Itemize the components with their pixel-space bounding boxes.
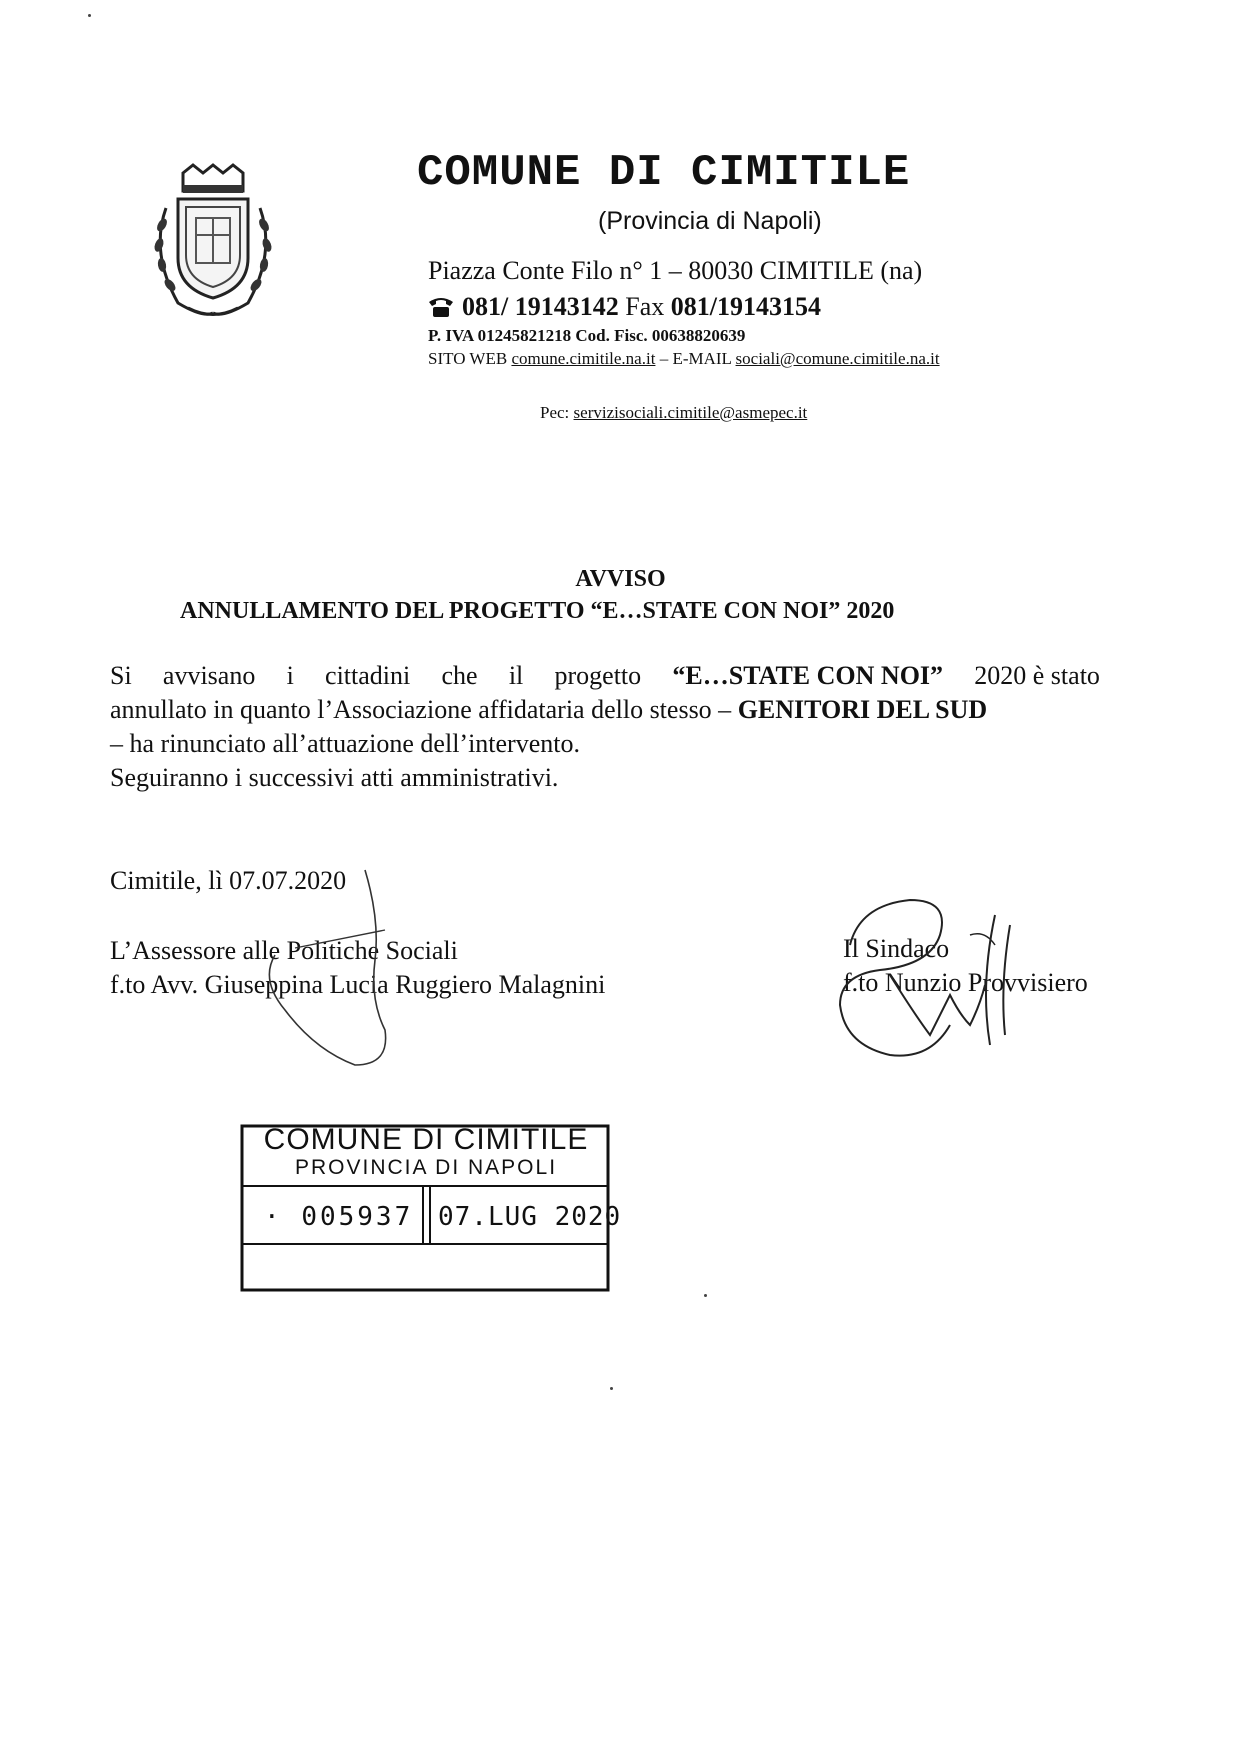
pec-line xyxy=(540,403,807,423)
sindaco-name: f.to Nunzio Provvisiero xyxy=(843,968,1088,997)
fax-number: 081/19143154 xyxy=(670,292,821,321)
place-date: Cimitile, lì 07.07.2020 xyxy=(110,866,347,895)
website-link[interactable]: comune.cimitile.na.it xyxy=(511,349,656,368)
project-name: “E…STATE CON NOI” xyxy=(672,661,944,690)
web-label: SITO WEB xyxy=(428,349,508,368)
municipality-title: COMUNE DI CIMITILE xyxy=(417,148,911,198)
address-line: Piazza Conte Filo n° 1 – 80030 CIMITILE (na) xyxy=(428,256,923,285)
body-line-4: Seguiranno i successivi atti amministrativi. xyxy=(110,763,559,792)
province-subtitle: (Provincia di Napoli) xyxy=(598,207,822,235)
handwritten-mark-icon xyxy=(255,860,405,1075)
piva-label: P. IVA xyxy=(428,326,474,345)
codfisc-value: 00638820639 xyxy=(651,326,746,345)
scan-speck xyxy=(704,1294,707,1297)
fiscal-line xyxy=(428,326,745,346)
body-line-2: annullato in quanto l’Associazione affidataria dello stesso – GENITORI DEL SUD xyxy=(110,695,988,724)
phone-line xyxy=(428,292,821,322)
piva-value: 01245821218 xyxy=(477,326,572,345)
phone-number: 081/ 19143142 xyxy=(462,292,619,321)
telephone-icon xyxy=(428,296,454,318)
stamp-subtitle: PROVINCIA DI NAPOLI xyxy=(294,1156,558,1179)
notice-subheading: ANNULLAMENTO DEL PROGETTO “E…STATE CON NOI” 2020 xyxy=(180,598,895,624)
codfisc-label: Cod. Fisc. xyxy=(575,326,648,345)
association-name: GENITORI DEL SUD xyxy=(737,695,988,724)
coat-of-arms-icon xyxy=(148,163,278,321)
stamp-protocol-number: · 005937 xyxy=(264,1202,414,1232)
sindaco-title: Il Sindaco xyxy=(843,934,950,963)
signature-icon xyxy=(820,885,1020,1075)
assessore-name: f.to Avv. Giuseppina Lucia Ruggiero Malagnini xyxy=(110,970,606,999)
assessore-title: L’Assessore alle Politiche Sociali xyxy=(110,936,458,965)
contact-line xyxy=(428,349,940,369)
notice-body xyxy=(110,659,1110,795)
body-line-1: Si avvisano i cittadini che il progetto “E…STATE CON NOI” 2020 è stato xyxy=(110,659,1100,693)
email-link[interactable]: sociali@comune.cimitile.na.it xyxy=(735,349,940,368)
body-line-3: – ha rinunciato all’attuazione dell’intervento. xyxy=(110,729,580,758)
pec-link[interactable]: servizisociali.cimitile@asmepec.it xyxy=(573,403,808,422)
stamp-date: 07.LUG 2020 xyxy=(438,1202,622,1232)
scan-speck xyxy=(88,14,91,17)
stamp-title: COMUNE DI CIMITILE xyxy=(263,1123,589,1156)
fax-label: Fax xyxy=(625,292,665,321)
scan-speck xyxy=(610,1387,613,1390)
pec-label: Pec: xyxy=(540,403,570,422)
email-label: – E-MAIL xyxy=(659,349,732,368)
notice-heading: AVVISO xyxy=(575,566,666,592)
